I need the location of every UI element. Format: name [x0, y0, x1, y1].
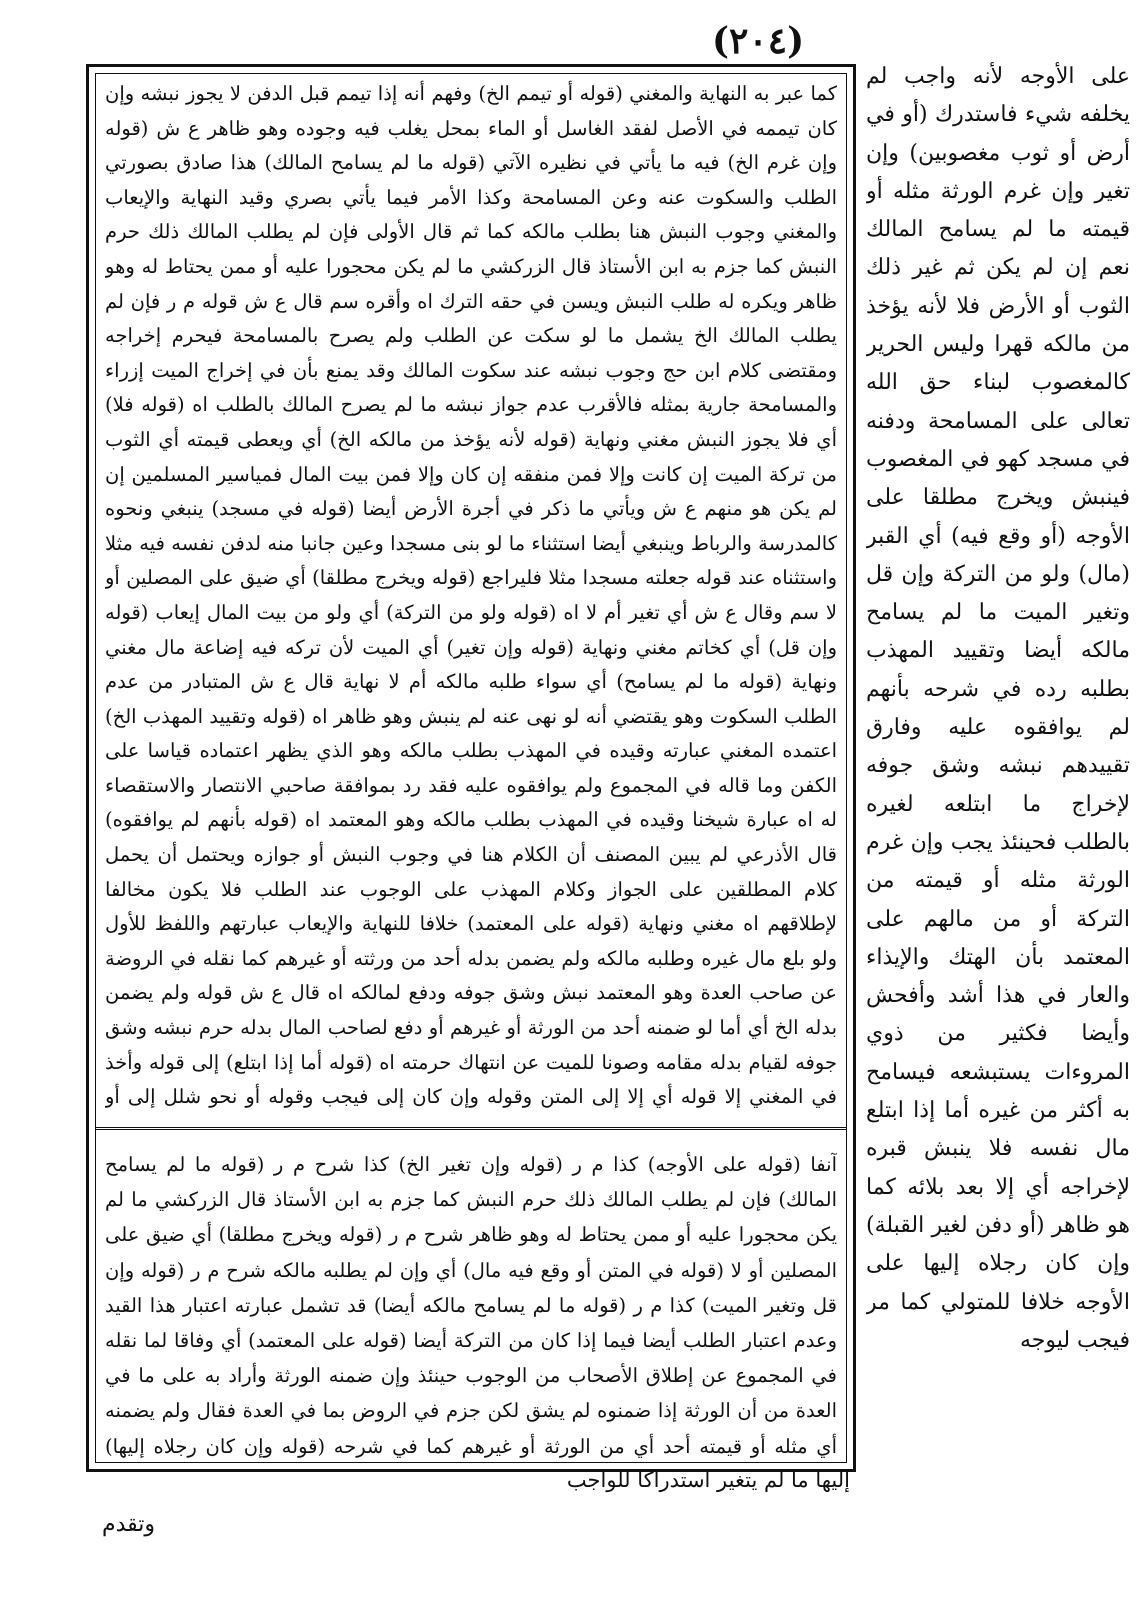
- margin-continuation-line: إليها ما لم يتغير استدراكا للواجب: [566, 1468, 850, 1492]
- margin-text: على الأوجه لأنه واجب لم يخلفه شيء فاستدرك (أو في أرض أو ثوب مغصوبين) وإن تغير وإن غرم الورثة مثله أو قيمته ما لم يسامح المالك نعم إن لم يكن ثم غير ذلك الثوب أو الأرض فلا لأنه يؤخذ من مالكه قهرا وليس الحرير كالمغصوب لبناء حق الله تعالى على المسامحة ودفنه في مسجد كهو في المغصوب فينبش ويخرج مطلقا على الأوجه (أو وقع فيه) أي القبر (مال) ولو من التركة وإن قل وتغير الميت ما لم يسامح مالكه أيضا وتقييد المهذب بطلبه رده في شرحه بأنهم لم يوافقوه عليه وفارق تقييدهم نبشه وشق جوفه لإخراج ما ابتلعه لغيره بالطلب فحينئذ يجب وإن غرم الورثة مثله أو قيمته من التركة أو من مالهم على المعتمد بأن الهتك والإيذاء والعار في هذا أشد وأفحش وأيضا فكثير من ذوي المروءات يستبشعه فيسامح به أكثر من غيره أما إذا ابتلع مال نفسه فلا ينبش قبره لإخراجه أي إلا بعد بلائه كما هو ظاهر (أو دفن لغير القبلة) وإن كان رجلاه إليها على الأوجه خلافا للمتولي كما مر فيجب ليوجه: [866, 64, 1130, 1353]
- commentary-frame: [86, 64, 856, 1472]
- catchword: وتقدم: [102, 1512, 156, 1537]
- upper-commentary-text: كما عبر به النهاية والمغني (قوله أو تيمم الخ) وفهم أنه إذا تيمم قبل الدفن لا يجوز نبشه وإن كان تيممه في الأصل لفقد الغاسل أو الماء بمحل يغلب فيه وجوده وهو ظاهر ع ش (قوله وإن غرم الخ) فيه ما يأتي في نظيره الآتي (قوله ما لم يسامح المالك) هذا صادق بصورتي الطلب والسكوت عنه وعن المسامحة وكذا الأمر فيما يأتي بصري وقيد النهاية والإيعاب والمغني وجوب النبش هنا بطلب مالكه كما ثم قال الأولى فإن لم يطلب المالك ذلك حرم النبش كما جزم به ابن الأستاذ قال الزركشي ما لم يكن محجورا عليه أو ممن يحتاط له وهو ظاهر ويكره له طلب النبش ويسن في حقه الترك اه وأقره سم قال ع ش قوله م ر فإن لم يطلب المالك الخ يشمل ما لو سكت عن الطلب ولم يصرح بالمسامحة فيحرم إخراجه ومقتضى كلام ابن حج وجوب نبشه عند سكوت المالك وقد يمنع بأن في إخراج الميت إزراء والمسامحة جارية بمثله فالأقرب عدم جواز نبشه ما لم يصرح المالك بالطلب اه (قوله فلا) أي فلا يجوز النبش مغني ونهاية (قوله لأنه يؤخذ من مالكه الخ) أي ويعطى قيمته أي الثوب من تركة الميت إن كانت وإلا فمن منفقه إن كان وإلا فمن بيت المال فمياسير المسلمين إن لم يكن هو منهم ع ش ويأتي ما ذكر في أجرة الأرض أيضا (قوله في مسجد) ينبغي ونحوه كالمدرسة والرباط وينبغي أيضا استثناء ما لو بنى مسجدا وعين جانبا منه لدفن نفسه فيه مثلا واستثناه عند قوله جعلته مسجدا مثلا فليراجع (قوله ويخرج مطلقا) أي ضيق على المصلين أو لا سم وقال ع ش أي تغير أم لا اه (قوله ولو من التركة) أي ولو من بيت المال إيعاب (قوله وإن قل) أي كخاتم مغني ونهاية (قوله وإن تغير) أي الميت لأن تركه فيه إضاعة مال مغني ونهاية (قوله ما لم يسامح) أي سواء طلبه مالكه أم لا نهاية قال ع ش المتبادر من عدم الطلب السكوت وهو يقتضي أنه لو نهى عنه لم ينبش وهو ظاهر اه (قوله وتقييد المهذب الخ) اعتمده المغني عبارته وقيده في المهذب بطلب مالكه وهو الذي يظهر اعتماده قياسا على الكفن وما قاله في المجموع ولم يوافقوه عليه فقد رد بموافقة صاحبي الانتصار والاستقصاء له اه عبارة شيخنا وقيده في المهذب بطلب مالكه وهو المعتمد اه (قوله بأنهم لم يوافقوه) قال الأذرعي لم يبين المصنف أن الكلام هنا في وجوب النبش أو جوازه ويحتمل أن يحمل كلام المطلقين على الجواز وكلام المهذب على الوجوب عند الطلب فلا يكون مخالفا لإطلاقهم اه مغني ونهاية (قوله على المعتمد) خلافا للنهاية والإيعاب عبارتهم واللفظ للأول ولو بلع مال غيره وطلبه مالكه ولم يضمن بدله أحد من ورثته أو غيرهم كما نقله في الروضة عن صاحب العدة وهو المعتمد نبش وشق جوفه ودفع لمالكه اه قال ع ش قوله ولم يضمن بدله الخ أي أما لو ضمنه أحد من الورثة أو غيرهم أو دفع لصاحب المال بدله حرم نبشه وشق جوفه لقيام بدله مقامه وصونا للميت عن انتهاك حرمته اه (قوله أما إذا ابتلع) إلى قوله وأخذ في المغني إلا قوله أي إلا إلى المتن وقوله وإن كان إلى فيجب وقوله أو نحو شلل إلى أو: [105, 82, 837, 1109]
- margin-text-column: [866, 58, 1130, 1468]
- page-number: (٢٠٤): [712, 20, 805, 62]
- upper-commentary: [105, 77, 837, 1117]
- section-divider: [95, 1127, 847, 1130]
- lower-commentary-text: آنفا (قوله على الأوجه) كذا م ر (قوله وإن تغير الخ) كذا شرح م ر (قوله ما لم يسامح المالك) فإن لم يطلب المالك ذلك حرم النبش كما جزم به ابن الأستاذ قال الزركشي ما لم يكن محجورا عليه أو ممن يحتاط له وهو ظاهر شرح م ر (قوله ويخرج مطلقا) أي ضيق على المصلين أو لا (قوله في المتن أو وقع فيه مال) أي وإن لم يطلبه مالكه شرح م ر (قوله وإن قل وتغير الميت) كذا م ر (قوله ما لم يسامح مالكه أيضا) قد تشمل عبارته اعتبار هذا القيد وعدم اعتبار الطلب أيضا فيما إذا كان من التركة أيضا (قوله على المعتمد) أي وفاقا لما نقله في المجموع عن إطلاق الأصحاب من الوجوب حينئذ وإن ضمنه الورثة وأراد به على ما في العدة من أن الورثة إذا ضمنوه لم يشق لكن جزم في الروض بما في العدة فقال ولم يضمنه أي مثله أو قيمته أحد أي من الورثة أو غيرهم كما في شرحه (قوله وإن كان رجلاه إليها): [105, 1153, 837, 1458]
- lower-commentary: [105, 1147, 837, 1465]
